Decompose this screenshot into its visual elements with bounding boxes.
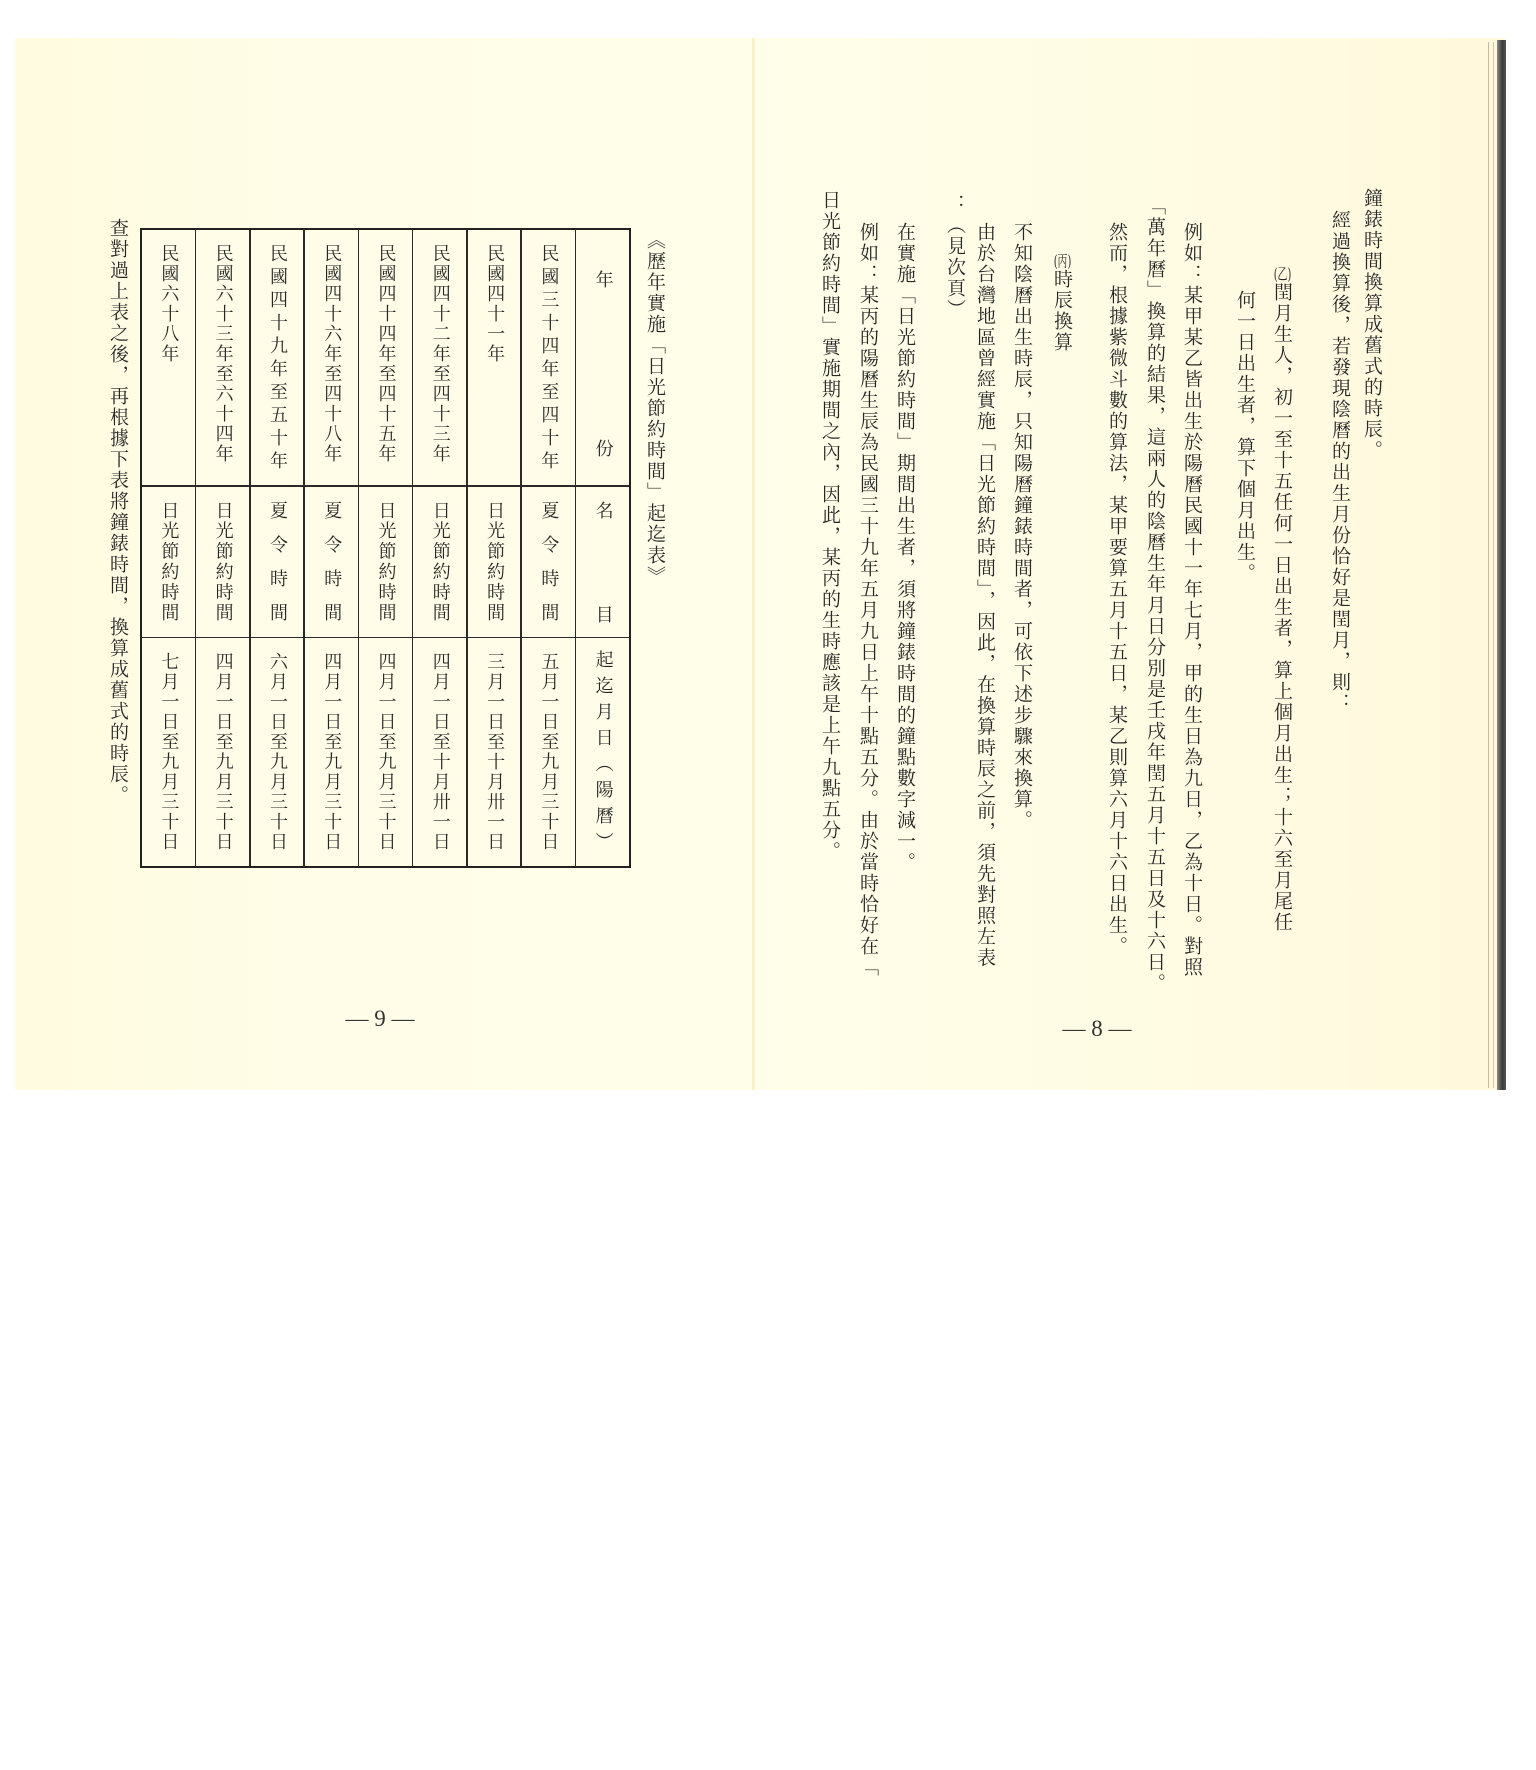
table-cell-dates: 七月一日至九月三十日 — [142, 638, 195, 866]
table-cell-year: 民國六十三年至六十四年 — [196, 230, 249, 485]
table-cell-dates: 五月一日至九月三十日 — [522, 638, 575, 866]
text-column: 不知陰曆出生時辰，只知陽曆鐘錶時間者，可依下述步驟來換算。 — [1011, 222, 1033, 831]
section-marker-yi: (乙) — [1273, 266, 1292, 282]
section-heading-text: 時辰換算 — [1051, 269, 1073, 353]
text-column: 例如：某丙的陽曆生辰為民國三十九年五月九日上午十點五分。由於當時恰好在「 — [857, 222, 879, 978]
daylight-saving-table — [140, 228, 631, 868]
table-followup-note: 查對過上表之後，再根據下表將鐘錶時間，換算成舊式的時辰。 — [107, 218, 129, 806]
page-number-right: — 8 — — [1062, 1016, 1132, 1041]
text-column: 然而，根據紫微斗數的算法，某甲要算五月十五日，某乙則算六月十六日出生。 — [1106, 222, 1128, 957]
table-title: 《歷年實施「日光節約時間」起迄表》 — [644, 230, 666, 587]
table-cell-year: 民國四十二年至四十三年 — [413, 230, 466, 485]
table-cell-year: 民國六十八年 — [142, 230, 195, 485]
table-cell-name: 夏令時間 — [522, 487, 575, 637]
table-cell-year: 民國四十六年至四十八年 — [305, 230, 358, 485]
page-edge-line — [1493, 42, 1494, 1088]
table-cell-name: 日光節約時間 — [413, 487, 466, 637]
table-cell-dates: 四月一日至十月卅一日 — [413, 638, 466, 866]
table-cell-name: 日光節約時間 — [468, 487, 521, 637]
page-edge-line — [1488, 42, 1489, 1088]
text-column: 由於台灣地區曾經實施「日光節約時間」，因此，在換算時辰之前，須先對照左表 — [974, 222, 996, 969]
text-column: 例如：某甲某乙皆出生於陽曆民國十一年七月，甲的生日為九日，乙為十日。對照 — [1181, 222, 1203, 978]
table-cell-name: 日光節約時間 — [196, 487, 249, 637]
text-column: 何一日出生者，算下個月出生。 — [1234, 290, 1256, 584]
text-column: 日光節約時間」實施期間之內，因此，某丙的生時應該是上午九點五分。 — [819, 190, 841, 862]
table-cell-year: 民國四十九年至五十年 — [251, 230, 304, 485]
table-cell-year: 民國四十一年 — [468, 230, 521, 485]
text-column: 經過換算後，若發現陰曆的出生月份恰好是閏月，則： — [1329, 210, 1351, 714]
text-column: 在實施「日光節約時間」期間出生者，須將鐘錶時間的鐘點數字減一。 — [894, 222, 916, 873]
table-cell-name: 夏令時間 — [305, 487, 358, 637]
table-cell-year: 民國四十四年至四十五年 — [359, 230, 412, 485]
table-cell-dates: 四月一日至九月三十日 — [359, 638, 412, 866]
spine-fold — [752, 38, 755, 1090]
table-cell-name: 日光節約時間 — [359, 487, 412, 637]
text-column: 「萬年曆」換算的結果，這兩人的陰曆生年月日分別是壬戌年閏五月十五日及十六日。 — [1144, 196, 1166, 994]
table-header-dates: 起迄月日（陽曆） — [576, 638, 629, 866]
table-cell-name: 夏令時間 — [251, 487, 304, 637]
section-heading-bing — [1051, 253, 1073, 353]
table-cell-name: 日光節約時間 — [142, 487, 195, 637]
page-number-left: — 9 — — [345, 1006, 415, 1031]
table-cell-dates: 四月一日至九月三十日 — [305, 638, 358, 866]
table-header-name: 名目 — [576, 487, 629, 637]
table-header-year: 年份 — [576, 230, 629, 485]
table-cell-year: 民國三十四年至四十年 — [522, 230, 575, 485]
page-edge-shadow — [1497, 40, 1506, 1090]
table-cell-dates: 三月一日至十月卅一日 — [468, 638, 521, 866]
text-column-body: 閏月生人，初一至十五任何一日出生者，算上個月出生；十六至月尾任 — [1271, 282, 1293, 933]
text-column: ：（見次頁） — [944, 194, 966, 320]
text-column: 鐘錶時間換算成舊式的時辰。 — [1361, 188, 1383, 461]
table-cell-dates: 六月一日至九月三十日 — [251, 638, 304, 866]
table-cell-dates: 四月一日至九月三十日 — [196, 638, 249, 866]
section-marker-bing: (丙) — [1053, 253, 1072, 269]
text-column-section-yi — [1271, 266, 1293, 933]
